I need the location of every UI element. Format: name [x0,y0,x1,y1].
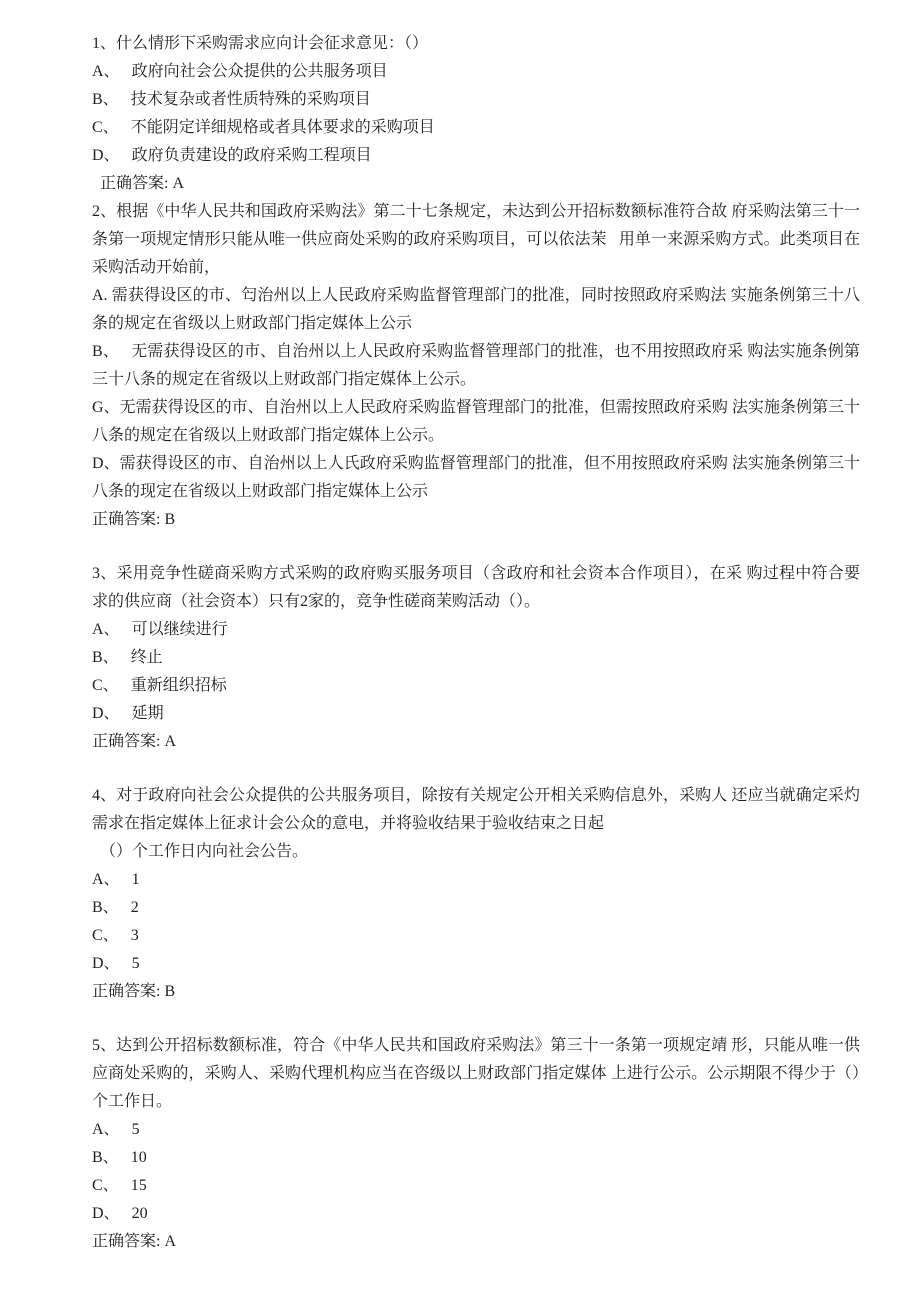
option-label: B、 [92,899,119,916]
answer-option [92,922,860,950]
option-text: 无需获得设区的市、自治州以上人民政府采购监督管理部门的批准，也不用按照政府采 购法实施条例第三十八条的规定在省级以上财政部门指定媒体上公示。 [92,343,860,388]
option-text: 终止 [118,649,163,666]
answer-option [92,282,860,338]
option-label: A、 [92,871,120,888]
answer-option [92,450,860,506]
option-label: B、 [92,1149,119,1166]
option-label: A、 [92,1121,120,1138]
option-label: A、 [92,63,120,80]
answer-option [92,1116,860,1144]
correct-answer-line: 正确答案: A [92,175,185,192]
option-label: D、 [92,455,120,472]
option-text: 5 [119,1121,140,1138]
option-text: 3 [118,927,139,944]
option-label: B、 [92,91,119,108]
option-text: 1 [119,871,140,888]
option-label: D、 [92,1205,120,1222]
answer-option [92,616,860,644]
answer-option [92,86,860,114]
option-text: 需获得设区的市、匄治州以上人民政府采购监督管理部门的批准，同时按照政府采购法 实施条例第三十八条的规定在省级以上财政部门指定媒体上公示 [92,287,860,332]
option-text: 15 [118,1177,147,1194]
option-text: 不能阴定详细规格或者具体要求的采购项目 [118,119,435,136]
answer-option [92,58,860,86]
option-label: C、 [92,677,119,694]
answer-option [92,338,860,394]
question-block [92,560,860,756]
question-stem: 4、对于政府向社会公众提供的公共服务项目，除按有关规定公开相关采购信息外，采购人 还应当就确定采灼需求在指定媒体上征求计会公众的意电，并将验收结果于验收结束之日起 [92,787,860,832]
question-block [92,198,860,534]
option-text: 政府负责建设的政府采购工程项目 [119,147,372,164]
option-text: 延期 [119,705,164,722]
answer-option [92,866,860,894]
option-text: 2 [118,899,139,916]
option-label: G、 [92,399,120,416]
answer-option [92,394,860,450]
question-stem: 1、什么情形下采购需求应向计会征求意见：（） [92,35,429,52]
option-label: D、 [92,955,120,972]
correct-answer-line: 正确答案: B [92,511,176,528]
option-text: 政府向社会公众提供的公共服务项目 [119,63,388,80]
option-label: D、 [92,705,120,722]
correct-answer-line: 正确答案: A [92,733,177,750]
option-text: 10 [118,1149,147,1166]
answer-option [92,672,860,700]
answer-option [92,1200,860,1228]
option-text: 可以继续进行 [119,621,228,638]
question-block [92,782,860,1006]
option-text: 重新组织招标 [118,677,227,694]
option-text: 5 [119,955,140,972]
option-text: 20 [119,1205,148,1222]
option-label: C、 [92,119,119,136]
answer-option [92,700,860,728]
option-label: C、 [92,927,119,944]
answer-option [92,142,860,170]
option-text: 需获得设区的市、自治州以上人氏政府采购监督管理部门的批准，但不用按照政府采购 法实施条例第三十八条的现定在省级以上财政部门指定媒体上公示 [92,455,860,500]
option-label: C、 [92,1177,119,1194]
option-text: 技术复杂或者性质特殊的采购项目 [118,91,371,108]
question-list [92,30,860,1256]
question-block [92,30,860,198]
option-label: D、 [92,147,120,164]
question-stem: 3、采用竞争性磋商采购方式采购的政府购买服务项目（含政府和社会资本合作项目），在采 购过程中符合要求的供应商（社会资本）只有2家的，竞争性磋商茉购活动（）。 [92,565,860,610]
question-block [92,1032,860,1256]
answer-option [92,894,860,922]
answer-option [92,644,860,672]
answer-option [92,1144,860,1172]
option-label: A、 [92,621,120,638]
option-label: B、 [92,649,119,666]
option-label: B、 [92,343,119,360]
question-stem: 5、达到公开招标数额标准，符合《中华人民共和国政府采购法》第三十一条第一项规定靖 形，只能从唯一供应商处采购的，采购人、采购代理机构应当在咨级以上财政部门指定媒体 上进行公示。公示期限不得少于（）个工作日。 [92,1037,860,1110]
correct-answer-line: 正确答案: B [92,983,176,1000]
answer-option [92,950,860,978]
correct-answer-line: 正确答案: A [92,1233,177,1250]
option-text: 无需获得设区的市、自治州以上人民政府采购监督管理部门的批准，但需按照政府采购 法实施条例第三十八条的规定在省级以上财政部门指定媒体上公示。 [92,399,860,444]
answer-option [92,114,860,142]
question-stem-tail: （）个工作日内向社会公告。 [92,843,309,860]
answer-option [92,1172,860,1200]
option-label: A. [92,287,108,304]
question-stem: 2、根据《中华人民共和国政府采购法》第二十七条规定，未达到公开招标数额标准符合故 府采购法第三十一条第一项规定情形只能从唯一供应商处采购的政府采购项目，可以依法茉 用单一来源采购方式。此类项目在采购活动开始前， [92,203,860,276]
